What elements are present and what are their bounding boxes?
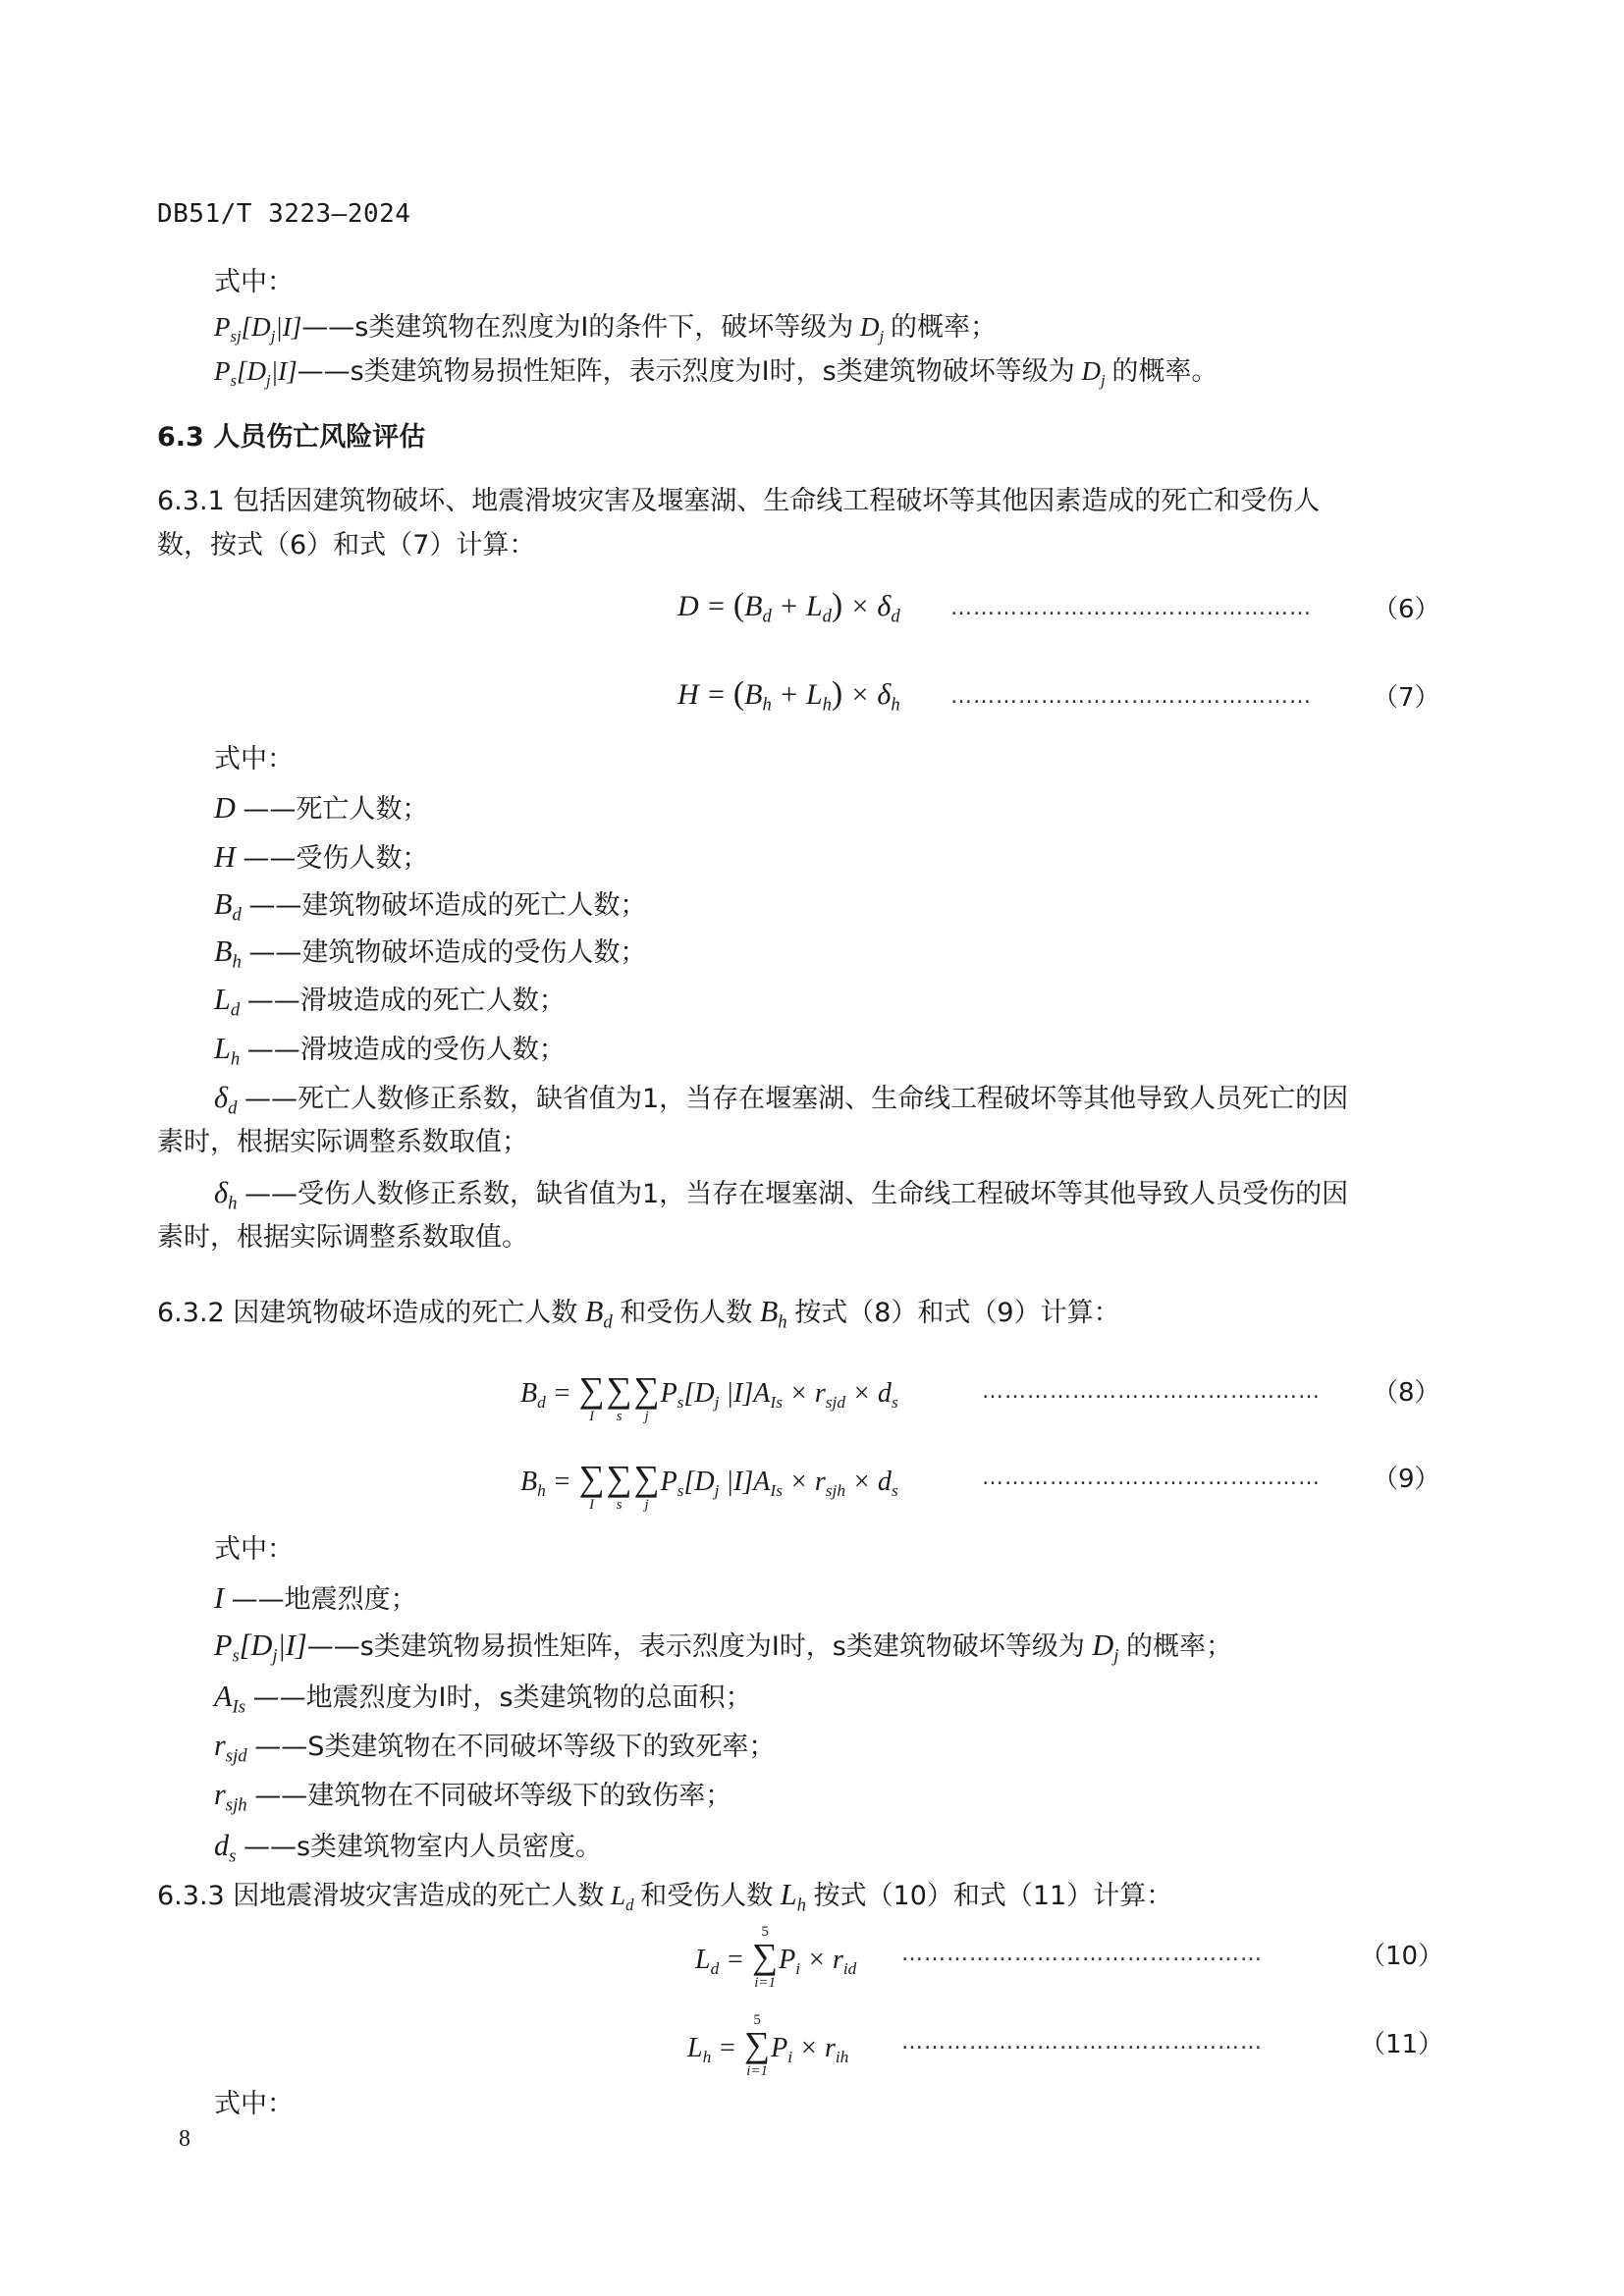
equation-number-10: （10） [1360, 1942, 1444, 1971]
leader-dots-9: ……………………………………… [982, 1466, 1321, 1490]
equation-number-9: （9） [1373, 1465, 1440, 1494]
clause-6-3-2: 6.3.2 因建筑物破坏造成的死亡人数 $B_d$ 和受伤人数 $B_h$ 按式（8）和式（9）计算： [157, 1295, 1120, 1333]
clause-6-3-3: 6.3.3 因地震滑坡灾害造成的死亡人数 $L_d$ 和受伤人数 $L_h$ 按式（10）和式（11）计算： [157, 1878, 1173, 1916]
definition-ld: $L_d$ ——滑坡造成的死亡人数； [214, 983, 566, 1021]
leader-dots-10: ………………………………………… [901, 1942, 1263, 1966]
definition-r-sjd: $r_{sjd}$ ——S类建筑物在不同破坏等级下的致死率； [214, 1729, 776, 1767]
definition-ps-2: $P_s[D_j|I]——s$类建筑物易损性矩阵，表示烈度为I时，s类建筑物破坏等级为 $D_j$ 的概率； [214, 1629, 1233, 1667]
definition-bh: $B_h$ ——建筑物破坏造成的受伤人数； [214, 934, 647, 973]
definition-delta-d: $\delta_d$ ——死亡人数修正系数，缺省值为1，当存在堰塞湖、生命线工程破坏等其他导致人员死亡的因 [214, 1081, 1349, 1119]
equation-number-7: （7） [1373, 683, 1440, 713]
section-heading-6-3: 6.3 人员伤亡风险评估 [157, 422, 426, 453]
definition-delta-d-cont: 素时，根据实际调整系数取值； [157, 1127, 528, 1157]
definition-d-s: $d_s$ ——s类建筑物室内人员密度。 [214, 1829, 603, 1867]
definition-ps: $P_s[D_j|I]——s$类建筑物易损性矩阵，表示烈度为I时，s类建筑物破坏等级为 $D_j$ 的概率。 [214, 356, 1218, 390]
equation-11: $L_h$ = ∑ 5 i=1 $P_i \times r_{ih}$ [687, 2012, 849, 2079]
definition-lh: $L_h$ ——滑坡造成的受伤人数； [214, 1032, 566, 1070]
where-label-2: 式中： [214, 744, 294, 774]
clause-6-3-1-line1: 6.3.1 包括因建筑物破坏、地震滑坡灾害及堰塞湖、生命线工程破坏等其他因素造成的死亡和受伤人 [157, 486, 1321, 516]
page-number: 8 [179, 2126, 190, 2152]
leader-dots-11: ………………………………………… [901, 2030, 1263, 2055]
definition-psj: $P_{sj}[D_j|I]——s$类建筑物在烈度为I的条件下，破坏等级为 $D_j$ 的概率； [214, 312, 997, 346]
equation-7: $H = (B_h + L_h) \times \delta_h$ [677, 675, 900, 716]
equation-10: $L_d$ = ∑ 5 i=1 $P_i \times r_{id}$ [695, 1924, 857, 1991]
where-label-3: 式中： [214, 1534, 294, 1565]
definition-a-is: $A_{Is}$ ——地震烈度为I时，s类建筑物的总面积； [214, 1680, 752, 1718]
equation-number-6: （6） [1373, 595, 1440, 624]
clause-6-3-1-line2: 数，按式（6）和式（7）计算： [157, 530, 536, 561]
leader-dots-8: ……………………………………… [982, 1379, 1321, 1404]
equation-6: $D = (B_d + L_d) \times \delta_d$ [677, 587, 900, 627]
equation-number-8: （8） [1373, 1378, 1440, 1408]
definition-bd: $B_d$ ——建筑物破坏造成的死亡人数； [214, 887, 647, 926]
equation-9: $B_h$ = ∑ I ∑ s ∑ j $P_s[D_j$ $|I]A_{Is} \times r_{sjh} \times d_s$ [520, 1459, 898, 1513]
document-code: DB51/T 3223—2024 [157, 199, 411, 229]
equation-number-11: （11） [1360, 2030, 1444, 2059]
definition-h: H ——受伤人数； [214, 840, 429, 874]
definition-delta-h: $\delta_h$ ——受伤人数修正系数，缺省值为1，当存在堰塞湖、生命线工程破坏等其他导致人员受伤的因 [214, 1176, 1349, 1214]
definition-r-sjh: $r_{sjh}$ ——建筑物在不同破坏等级下的致伤率； [214, 1778, 732, 1816]
definition-d: D ——死亡人数； [214, 791, 429, 825]
where-label: 式中： [214, 267, 294, 297]
equation-8: $B_d$ = ∑ I ∑ s ∑ j $P_s[D_j$ $|I]A_{Is} \times r_{sjd} \times d_s$ [520, 1370, 898, 1424]
where-label-4: 式中： [214, 2089, 294, 2119]
leader-dots-7: ………………………………………… [950, 684, 1312, 709]
definition-i: I ——地震烈度； [214, 1581, 417, 1615]
definition-delta-h-cont: 素时，根据实际调整系数取值。 [157, 1222, 528, 1253]
leader-dots-6: ………………………………………… [950, 596, 1312, 620]
